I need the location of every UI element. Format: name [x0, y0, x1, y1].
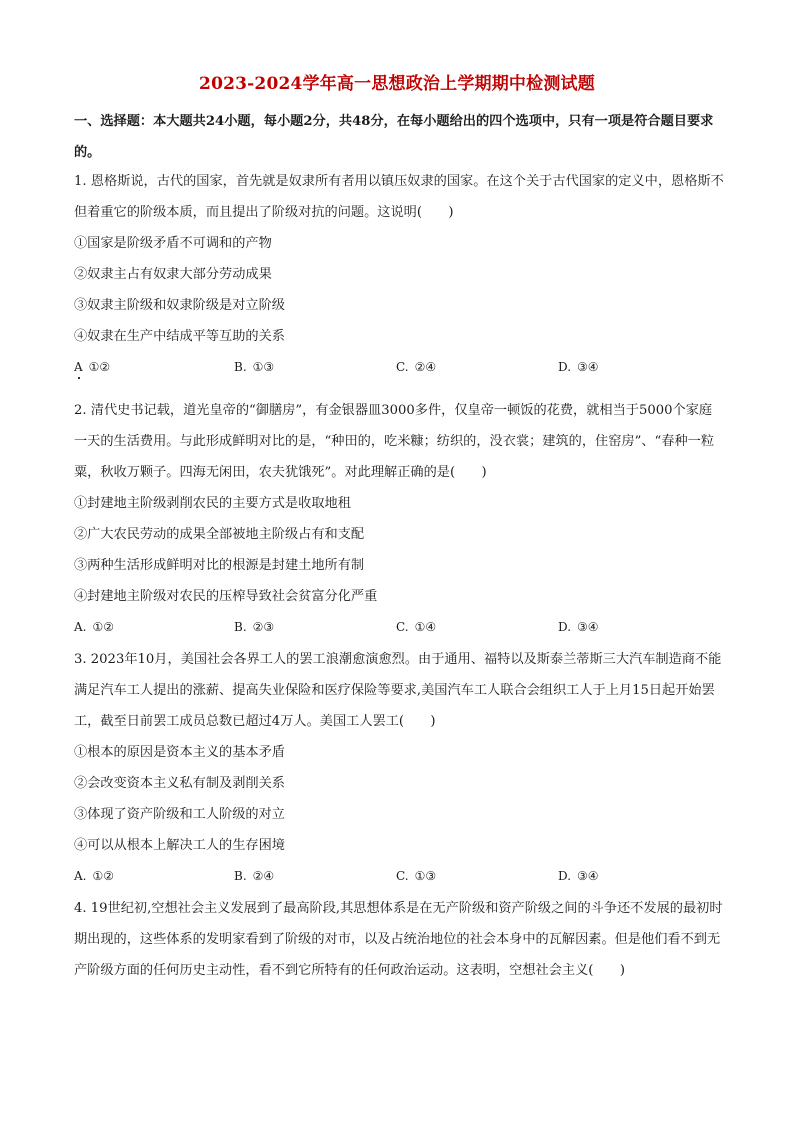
question-2: [74, 395, 724, 643]
question-stem: 1. 恩格斯说，古代的国家，首先就是奴隶所有者用以镇压奴隶的国家。在这个关于古代国家的定义中，恩格斯不但着重它的阶级本质，而且提出了阶级对抗的问题。这说明( ): [74, 174, 724, 220]
choice-label: D.: [558, 360, 572, 374]
question-stem: 3. 2023年10月，美国社会各界工人的罢工浪潮愈演愈烈。由于通用、福特以及斯泰兰蒂斯三大汽车制造商不能满足汽车工人提出的涨薪、提高失业保险和医疗保险等要求,美国汽车工人联合会组织工人于上月15日起开始罢工，截至日前罢工成员总数已超过4万人。美国工人罢工( ): [74, 652, 722, 729]
statement-option: ①根本的原因是资本主义的基本矛盾: [74, 745, 285, 760]
question-stem: 2. 清代史书记载，道光皇帝的“御膳房”，有金银器皿3000多件，仅皇帝一顿饭的花费，就相当于5000个家庭一天的生活费用。与此形成鲜明对比的是，“种田的，吃米糠；纺织的，没衣裳；建筑的，住窑房”、“春种一粒粟，秋收万颗子。四海无闲田，农夫犹饿死”。对此理解正确的是( ): [74, 403, 715, 480]
choice-text: ②④: [414, 360, 437, 374]
section-heading: 一、选择题：本大题共24小题，每小题2分，共48分，在每小题给出的四个选项中，只有一项是符合题目要求的。: [74, 114, 714, 160]
choice-label: B.: [234, 620, 247, 634]
statement-option: ①国家是阶级矛盾不可调和的产物: [74, 236, 272, 251]
question-1: [74, 166, 724, 383]
choice-b: [234, 352, 274, 383]
choice-a: [74, 612, 114, 643]
choice-text: ③④: [577, 869, 599, 883]
choice-text: ①②: [92, 869, 114, 883]
choice-c: [396, 352, 436, 383]
choice-text: ①③: [414, 869, 437, 883]
choice-a: [74, 861, 114, 892]
choice-label: D.: [558, 620, 572, 634]
choice-text: ①③: [252, 360, 275, 374]
choice-label: C.: [396, 360, 409, 374]
choice-b: [234, 612, 274, 643]
choice-label: B.: [234, 360, 247, 374]
choice-text: ①②: [88, 360, 111, 374]
answer-choices: [74, 861, 724, 892]
choice-text: ②③: [252, 620, 275, 634]
answer-choices: [74, 352, 724, 383]
choice-d: [558, 861, 599, 892]
statement-option: ③体现了资产阶级和工人阶级的对立: [74, 807, 285, 822]
choice-text: ②④: [252, 869, 275, 883]
choice-text: ①④: [414, 620, 437, 634]
statement-option: ②奴隶主占有奴隶大部分劳动成果: [74, 267, 272, 282]
statement-option: ④可以从根本上解决工人的生存困境: [74, 838, 285, 853]
statement-option: ④奴隶在生产中结成平等互助的关系: [74, 329, 285, 344]
statement-option: ②广大农民劳动的成果全部被地主阶级占有和支配: [74, 527, 365, 542]
choice-text: ③④: [577, 620, 599, 634]
question-4: [74, 893, 724, 986]
choice-text: ③④: [577, 360, 599, 374]
choice-label: A.: [74, 869, 87, 883]
answer-choices: [74, 612, 724, 643]
page-title: 2023-2024学年高一思想政治上学期期中检测试题: [199, 74, 595, 94]
choice-c: [396, 861, 436, 892]
statement-option: ②会改变资本主义私有制及剥削关系: [74, 776, 285, 791]
choice-label: A: [74, 360, 83, 374]
statement-option: ④封建地主阶级对农民的压榨导致社会贫富分化严重: [74, 589, 378, 604]
choice-d: [558, 612, 599, 643]
statement-option: ①封建地主阶级剥削农民的主要方式是收取地租: [74, 496, 351, 511]
stray-dot: [78, 377, 80, 379]
choice-b: [234, 861, 274, 892]
choice-label: C.: [396, 620, 409, 634]
statement-option: ③奴隶主阶级和奴隶阶级是对立阶级: [74, 298, 285, 313]
choice-c: [396, 612, 436, 643]
choice-d: [558, 352, 599, 383]
question-stem: 4. 19世纪初,空想社会主义发展到了最高阶段,其思想体系是在无产阶级和资产阶级之间的斗争还不发展的最初时期出现的，这些体系的发明家看到了阶级的对市，以及占统治地位的社会本身中的瓦解因素。但是他们看不到无产阶级方面的任何历史主动性，看不到它所特有的任何政治运动。这表明，空想社会主义( ): [74, 901, 723, 978]
choice-label: D.: [558, 869, 572, 883]
choice-label: B.: [234, 869, 247, 883]
choice-text: ①②: [92, 620, 114, 634]
statement-option: ③两种生活形成鲜明对比的根源是封建土地所有制: [74, 558, 365, 573]
question-3: [74, 644, 724, 892]
choice-label: A.: [74, 620, 87, 634]
choice-label: C.: [396, 869, 409, 883]
